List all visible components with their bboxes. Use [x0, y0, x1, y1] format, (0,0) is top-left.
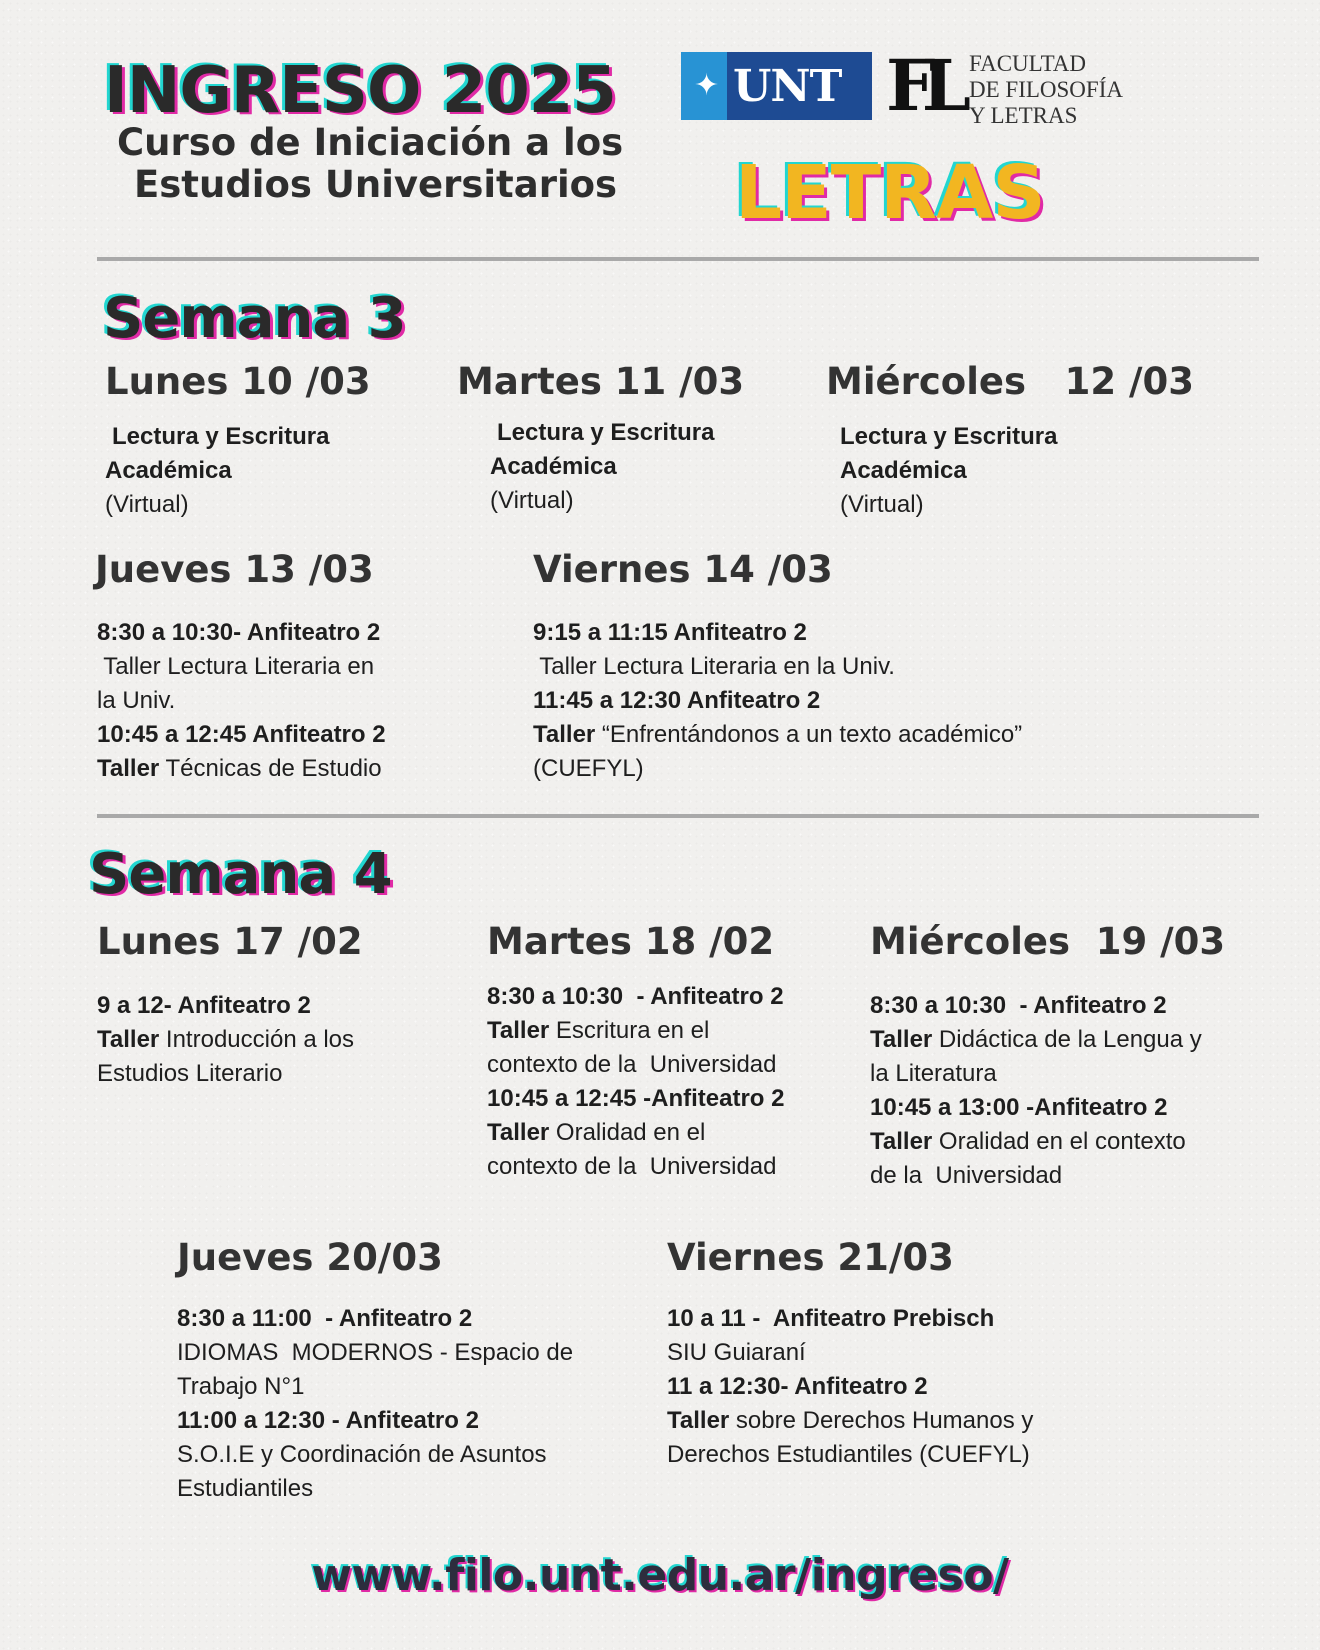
- taller-keyword: Taller: [97, 1026, 160, 1053]
- star-icon: ✦: [694, 68, 720, 103]
- entry-time: 11:00 a 12:30 - Anfiteatro 2: [177, 1407, 479, 1434]
- s4-viernes-entry: [667, 1302, 1107, 1472]
- s3-martes-entry: [490, 416, 714, 518]
- s3-martes-day: Martes 11 /03: [457, 360, 745, 403]
- entry-text: Oralidad en el: [549, 1119, 706, 1146]
- entry-line: [487, 1014, 827, 1048]
- s3-lunes-entry: [105, 420, 329, 522]
- entry-line: (Virtual): [840, 491, 924, 518]
- taller-keyword: Taller: [487, 1119, 550, 1146]
- entry-time: 11:45 a 12:30 Anfiteatro 2: [533, 687, 821, 714]
- entry-line: [870, 1125, 1250, 1159]
- s3-viernes-entry: [533, 616, 1133, 786]
- entry-text: “Enfrentándonos a un texto académico”: [595, 721, 1023, 748]
- entry-time: 9:15 a 11:15 Anfiteatro 2: [533, 619, 807, 646]
- entry-line: Lectura y Escritura: [840, 423, 1058, 450]
- faculty-line-1: FACULTAD: [969, 51, 1087, 76]
- taller-keyword: Taller: [487, 1017, 550, 1044]
- entry-time: 8:30 a 10:30 - Anfiteatro 2: [870, 992, 1167, 1019]
- entry-line: Lectura y Escritura: [497, 419, 715, 446]
- entry-time: 10:45 a 12:45 -Anfiteatro 2: [487, 1085, 785, 1112]
- entry-line: [667, 1404, 1107, 1438]
- taller-keyword: Taller: [870, 1026, 933, 1053]
- entry-time: 10 a 11 - Anfiteatro Prebisch: [667, 1305, 995, 1332]
- faculty-line-2: DE FILOSOFÍA: [969, 77, 1123, 102]
- taller-keyword: Taller: [870, 1128, 933, 1155]
- entry-text: Oralidad en el contexto: [932, 1128, 1186, 1155]
- s3-lunes-day: Lunes 10 /03: [105, 360, 371, 403]
- s3-miercoles-entry: [840, 420, 1057, 522]
- taller-keyword: Taller: [667, 1407, 730, 1434]
- s3-viernes-day: Viernes 14 /03: [533, 548, 833, 591]
- entry-line: (Virtual): [490, 487, 574, 514]
- divider: [97, 257, 1259, 261]
- entry-time: 10:45 a 12:45 Anfiteatro 2: [97, 721, 386, 748]
- unt-logo-block: [681, 52, 727, 120]
- s4-viernes-day: Viernes 21/03: [667, 1236, 954, 1279]
- entry-line: de la Universidad: [870, 1162, 1063, 1189]
- entry-line: (Virtual): [105, 491, 189, 518]
- entry-line: SIU Guiaraní: [667, 1339, 806, 1366]
- entry-line: contexto de la Universidad: [487, 1153, 777, 1180]
- entry-line: Derechos Estudiantiles (CUEFYL): [667, 1441, 1030, 1468]
- entry-line: la Univ.: [97, 687, 176, 714]
- s4-jueves-entry: [177, 1302, 617, 1506]
- faculty-logo: FL: [886, 44, 957, 127]
- entry-time: 8:30 a 10:30 - Anfiteatro 2: [487, 983, 784, 1010]
- faculty-name: [969, 51, 1123, 129]
- week-4-title: Semana 4: [89, 842, 392, 907]
- entry-line: Estudios Literario: [97, 1060, 283, 1087]
- entry-line: [97, 1023, 437, 1057]
- entry-line: (CUEFYL): [533, 755, 644, 782]
- taller-keyword: Taller: [533, 721, 596, 748]
- faculty-line-3: Y LETRAS: [969, 103, 1078, 128]
- entry-text: sobre Derechos Humanos y: [729, 1407, 1034, 1434]
- s3-miercoles-day: Miércoles 12 /03: [826, 360, 1195, 403]
- entry-text: Escritura en el: [549, 1017, 710, 1044]
- entry-line: la Literatura: [870, 1060, 997, 1087]
- s4-miercoles-day: Miércoles 19 /03: [870, 920, 1226, 963]
- entry-line: [487, 1116, 827, 1150]
- entry-time: 8:30 a 10:30- Anfiteatro 2: [97, 619, 381, 646]
- s3-jueves-entry: [97, 616, 457, 786]
- entry-line: [533, 718, 1133, 752]
- entry-line: IDIOMAS MODERNOS - Espacio de: [177, 1339, 574, 1366]
- subtitle-line-2: Estudios Universitarios: [134, 163, 618, 206]
- unt-logo: [681, 52, 872, 120]
- entry-line: Académica: [840, 457, 967, 484]
- entry-text: Técnicas de Estudio: [159, 755, 382, 782]
- entry-line: Académica: [490, 453, 617, 480]
- taller-keyword: Taller: [97, 755, 160, 782]
- s4-martes-entry: [487, 980, 827, 1184]
- divider: [97, 814, 1259, 818]
- s4-miercoles-entry: [870, 989, 1250, 1193]
- entry-time: 11 a 12:30- Anfiteatro 2: [667, 1373, 928, 1400]
- entry-time: 9 a 12- Anfiteatro 2: [97, 992, 311, 1019]
- s4-jueves-day: Jueves 20/03: [177, 1236, 443, 1279]
- week-3-title: Semana 3: [103, 286, 406, 351]
- entry-line: Taller Lectura Literaria en: [97, 653, 375, 680]
- footer-url-link[interactable]: www.filo.unt.edu.ar/ingreso/: [311, 1550, 1009, 1601]
- entry-line: Estudiantiles: [177, 1475, 314, 1502]
- entry-text: Didáctica de la Lengua y: [932, 1026, 1202, 1053]
- subtitle-line-1: Curso de Iniciación a los: [117, 121, 624, 164]
- s4-lunes-day: Lunes 17 /02: [97, 920, 363, 963]
- entry-line: S.O.I.E y Coordinación de Asuntos: [177, 1441, 547, 1468]
- entry-line: contexto de la Universidad: [487, 1051, 777, 1078]
- entry-time: 10:45 a 13:00 -Anfiteatro 2: [870, 1094, 1168, 1121]
- unt-logo-text: UNT: [733, 60, 842, 112]
- entry-line: Trabajo N°1: [177, 1373, 305, 1400]
- career-title: LETRAS: [735, 150, 1045, 236]
- entry-line: Taller Lectura Literaria en la Univ.: [533, 653, 895, 680]
- s4-martes-day: Martes 18 /02: [487, 920, 775, 963]
- entry-line: Académica: [105, 457, 232, 484]
- page-title: INGRESO 2025: [104, 54, 616, 128]
- entry-line: Lectura y Escritura: [112, 423, 330, 450]
- s4-lunes-entry: [97, 989, 437, 1091]
- entry-time: 8:30 a 11:00 - Anfiteatro 2: [177, 1305, 473, 1332]
- entry-line: [97, 752, 457, 786]
- entry-line: [870, 1023, 1250, 1057]
- entry-text: Introducción a los: [159, 1026, 355, 1053]
- s3-jueves-day: Jueves 13 /03: [95, 548, 374, 591]
